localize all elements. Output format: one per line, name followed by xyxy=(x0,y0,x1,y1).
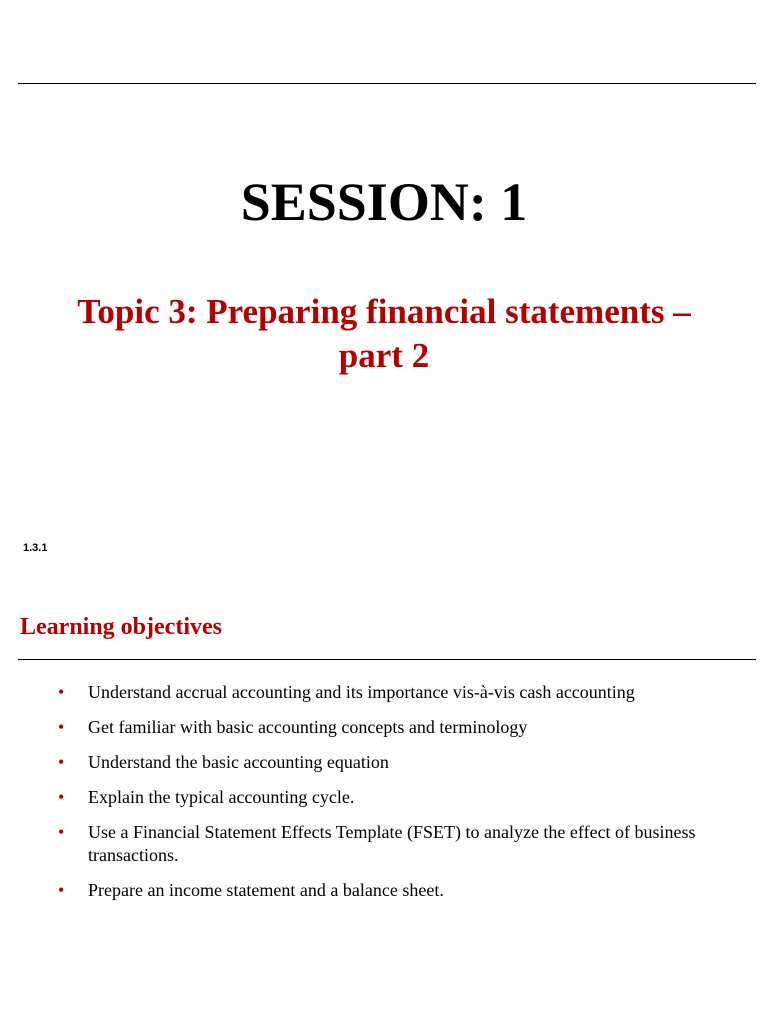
objective-text: Explain the typical accounting cycle. xyxy=(88,787,355,807)
bullet-icon: • xyxy=(58,717,65,737)
objective-text: Use a Financial Statement Effects Template (FSET) to analyze the effect of business transactions. xyxy=(88,822,696,865)
list-item xyxy=(0,751,740,774)
bullet-icon: • xyxy=(58,880,65,900)
objective-text: Understand accrual accounting and its importance vis-à-vis cash accounting xyxy=(88,682,635,702)
topic-title xyxy=(0,290,768,378)
bullet-icon: • xyxy=(58,682,65,702)
session-title: SESSION: 1 xyxy=(240,172,528,232)
list-item xyxy=(0,879,740,902)
bullet-icon: • xyxy=(58,822,65,842)
learning-objectives-list xyxy=(0,681,740,914)
list-item xyxy=(0,681,740,704)
list-item xyxy=(0,786,740,809)
slide-number: 1.3.1 xyxy=(23,542,48,554)
top-divider xyxy=(18,83,756,84)
objectives-divider xyxy=(18,659,756,660)
objective-text: Get familiar with basic accounting concepts and terminology xyxy=(88,717,528,737)
topic-title-line-2: part 2 xyxy=(338,336,430,375)
objective-text: Prepare an income statement and a balance sheet. xyxy=(88,880,444,900)
bullet-icon: • xyxy=(58,787,65,807)
list-item xyxy=(0,716,740,739)
bullet-icon: • xyxy=(58,752,65,772)
objective-text: Understand the basic accounting equation xyxy=(88,752,389,772)
learning-objectives-heading: Learning objectives xyxy=(20,614,222,640)
list-item xyxy=(0,821,740,867)
topic-title-line-1: Topic 3: Preparing financial statements – xyxy=(77,292,691,331)
